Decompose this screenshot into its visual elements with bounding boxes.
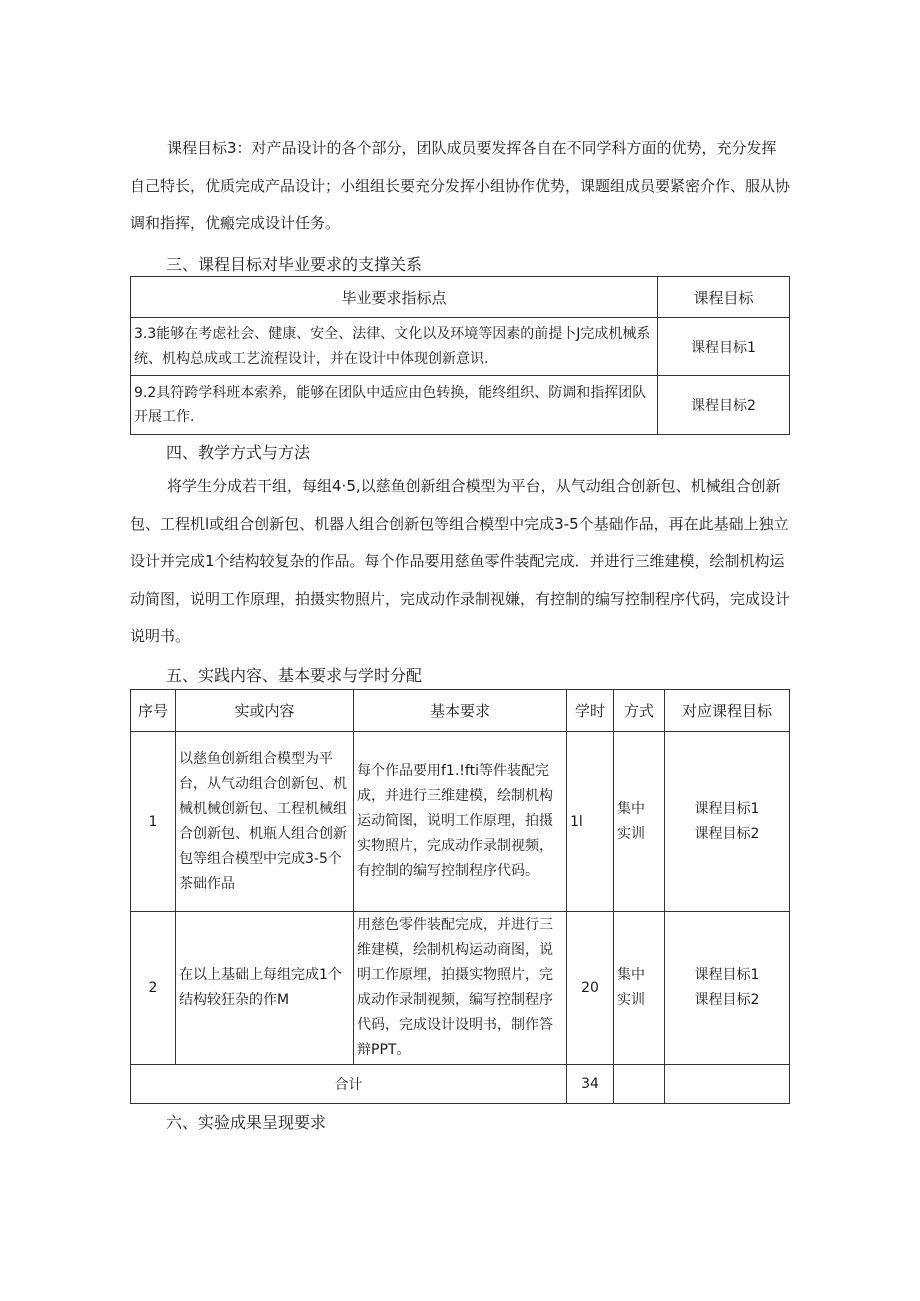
total-label: 合计 bbox=[131, 1065, 567, 1104]
goal-cell bbox=[665, 912, 790, 1065]
table-row bbox=[131, 318, 790, 376]
support-relation-table bbox=[130, 276, 790, 435]
requirement-cell: 3.3能够在考虑社会、健康、安全、法律、文化以及环境等因素的前提卜J完成机械系统、机构总成或工艺流程设计，并在设计中体现创新意识. bbox=[131, 318, 658, 376]
header-hours: 学时 bbox=[567, 690, 614, 732]
course-goal-3-paragraph bbox=[130, 130, 790, 243]
practice-content-table bbox=[130, 689, 790, 1104]
header-course-goal: 课程目标 bbox=[658, 277, 790, 318]
section-heading-4: 四、教学方式与方法 bbox=[166, 443, 311, 462]
mode-line: 集中 bbox=[617, 967, 645, 983]
header-requirement: 基本要求 bbox=[354, 690, 567, 732]
hours-cell: 20 bbox=[567, 912, 614, 1065]
total-mode-empty bbox=[614, 1065, 665, 1104]
header-target-goal: 对应课程目标 bbox=[665, 690, 790, 732]
total-goal-empty bbox=[665, 1065, 790, 1104]
header-graduation-requirement: 毕业要求指标点 bbox=[131, 277, 658, 318]
goal-cell: 课程目标1 bbox=[658, 318, 790, 376]
section-heading-3: 三、课程目标对毕业要求的支撑关系 bbox=[166, 255, 423, 274]
requirement-cell: 每个作品要用f1.!fti等件装配完成，并进行三维建模，绘制机构运动简图，说明工作原理，拍摄实物照片，完成动作录制视频，有控制的编写控制程序代码。 bbox=[354, 732, 567, 912]
content-cell: 以慈鱼创新组合模型为平台，从气动组合创新包、机械机械创新包、工程机械组合创新包、机瓶人组合创新包等组合模型中完成3-5个茶础作品 bbox=[176, 732, 354, 912]
row-number: 1 bbox=[131, 732, 176, 912]
mode-line: 集中 bbox=[617, 800, 645, 817]
mode-line: 实训 bbox=[617, 992, 645, 1008]
table-row bbox=[131, 376, 790, 435]
goal-line: 课程目标2 bbox=[694, 992, 760, 1008]
header-number: 序号 bbox=[131, 690, 176, 732]
total-hours: 34 bbox=[567, 1065, 614, 1104]
table-header-row bbox=[131, 690, 790, 732]
requirement-cell: 9.2具符跨学科班本索养，能够在团队中适应由色转换，能终组织、防调和指挥团队开展工作. bbox=[131, 376, 658, 435]
teaching-method-text: 将学生分成若干组，每组4·5,以慈鱼创新组合模型为平台，从气动组合创新包、机械组合创新包、工程机l或组合创新包、机器人组合创新包等组合模型中完成3-5个基础作品，再在此基础上独立设计并完成1个结构较复杂的作品。每个作品要用慈鱼零件装配完成．并进行三维建模，绘制机构运动简图，说明工作原理，拍摄实物照片，完成动作录制视嫌，有控制的编写控制程序代码，完成设计说明书。 bbox=[130, 477, 791, 645]
mode-cell bbox=[614, 912, 665, 1065]
table-row bbox=[131, 912, 790, 1065]
goal-line: 课程目标2 bbox=[694, 825, 760, 842]
header-content: 实或内容 bbox=[176, 690, 354, 732]
total-row bbox=[131, 1065, 790, 1104]
course-goal-3-text: 课程目标3：对产品设计的各个部分，团队成员要发挥各自在不同学科方面的优势，充分发挥自己特长，优质完成产品设计；小组组长要充分发挥小组协作优势，课题组成员要紧密介作、服从协调和指挥，优瘢完成设计任务。 bbox=[130, 139, 791, 232]
goal-cell: 课程目标2 bbox=[658, 376, 790, 435]
table-header-row bbox=[131, 277, 790, 318]
content-cell: 在以上基础上每组完成1个结构较狂杂的作M bbox=[176, 912, 354, 1065]
mode-cell bbox=[614, 732, 665, 912]
teaching-method-paragraph bbox=[130, 468, 790, 656]
row-number: 2 bbox=[131, 912, 176, 1065]
mode-line: 实训 bbox=[617, 825, 645, 842]
goal-cell bbox=[665, 732, 790, 912]
goal-line: 课程目标1 bbox=[694, 967, 760, 983]
hours-cell: 1l bbox=[567, 732, 614, 912]
goal-line: 课程目标1 bbox=[694, 800, 760, 817]
table-row bbox=[131, 732, 790, 912]
section-heading-6: 六、实验成果呈现要求 bbox=[166, 1113, 327, 1132]
section-heading-5: 五、实践内容、基本要求与学时分配 bbox=[166, 666, 423, 685]
requirement-cell: 用慈色零件装配完成，并进行三维建模，绘制机构运动商图，说明工作原埋，拍摄实物照片，完成动作录制视频，编写控制程序代码，完成设计设明书，制作答辩PPT。 bbox=[354, 912, 567, 1065]
header-mode: 方式 bbox=[614, 690, 665, 732]
